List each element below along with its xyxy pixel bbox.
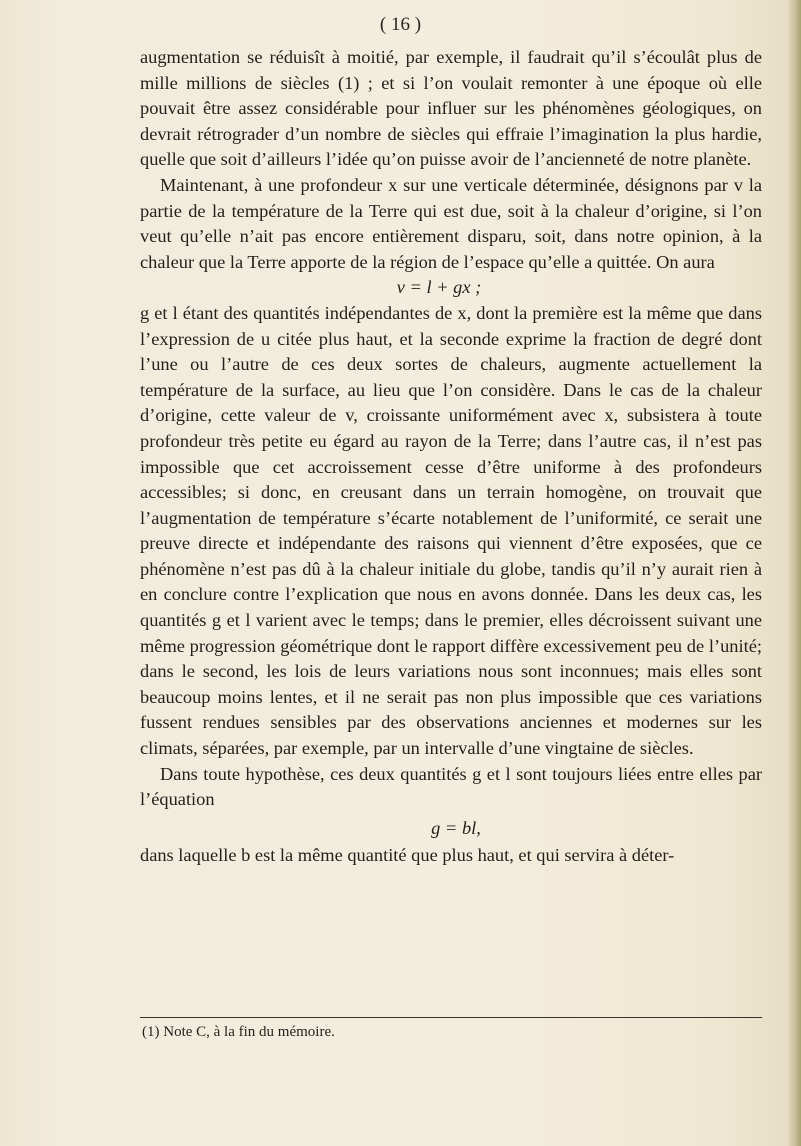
equation-g: g = bl, bbox=[431, 817, 481, 838]
paragraph-discussion: g et l étant des quantités indépendantes de x, dont la première est la même que dans l’expression de u citée plus haut, et la seconde exprime la fraction de degré dont l’une ou l’autre de ces deux sortes de chaleurs, augmente actuellement la température de la surface, au lieu que l’on considère. Dans le cas de la chaleur d’origine, cette valeur de v, croissante uniformément avec x, subsistera à toute profondeur très petite eu égard au rayon de la Terre; dans l’autre cas, il n’est pas impossible que cet accroissement cesse d’être uniforme à des profondeurs accessibles; si donc, en creusant dans un terrain homogène, on trouvait que l’augmentation de température s’écarte notablement de l’uniformité, ce serait une preuve directe et indépendante des raisons qui viennent d’être exposées, que ce phénomène n’est pas dû à la chaleur initiale du globe, tandis qu’il n’y aurait rien à en conclure contre l’explication que nous en avons donnée. Dans les deux cas, les quantités g et l varient avec le temps; dans le premier, elles décroissent suivant une même progression géométrique dont le rapport diffère excessivement peu de l’unité; dans le second, les lois de leurs variations nous sont inconnues; mais elles sont beaucoup moins lentes, et il ne serait pas non plus impossible que ces variations fussent rendues sensibles par des observations anciennes et modernes sur les climats, séparées, par exemple, par un intervalle d’une vingtaine de siècles. bbox=[140, 302, 762, 759]
paragraph-final: dans laquelle b est la même quantité que plus haut, et qui servira à déter- bbox=[140, 844, 675, 865]
page-number: ( 16 ) bbox=[379, 14, 422, 35]
footnote: (1) Note C, à la fin du mémoire. bbox=[142, 1024, 335, 1040]
footnote-divider bbox=[140, 1017, 762, 1018]
paragraph-hypothesis: Dans toute hypothèse, ces deux quantités g et l sont toujours liées entre elles par l’équation bbox=[140, 763, 762, 810]
paragraph-continuation: augmentation se réduisît à moitié, par exemple, il faudrait qu’il s’écoulât plus de mille millions de siècles (1) ; et si l’on voulait remonter à une époque où elle pouvait être assez considérable pour influer sur les phénomènes géologiques, on devrait rétrograder d’un nombre de siècles qui effraie l’imagination la plus hardie, quelle que soit d’ailleurs l’idée qu’on puisse avoir de l’ancienneté de notre planète. bbox=[140, 47, 762, 170]
page-edge-shadow bbox=[787, 0, 801, 1146]
paragraph-definition: Maintenant, à une profondeur x sur une verticale déterminée, désignons par v la partie de la température de la Terre qui est due, soit à la chaleur d’origine, si l’on veut qu’elle n’ait pas encore entièrement disparu, soit, dans notre opinion, à la chaleur que la Terre apporte de la région de l’espace qu’elle a quittée. On aura bbox=[140, 174, 762, 272]
equation-v: v = l + gx ; bbox=[396, 277, 482, 298]
body-text bbox=[140, 45, 762, 868]
